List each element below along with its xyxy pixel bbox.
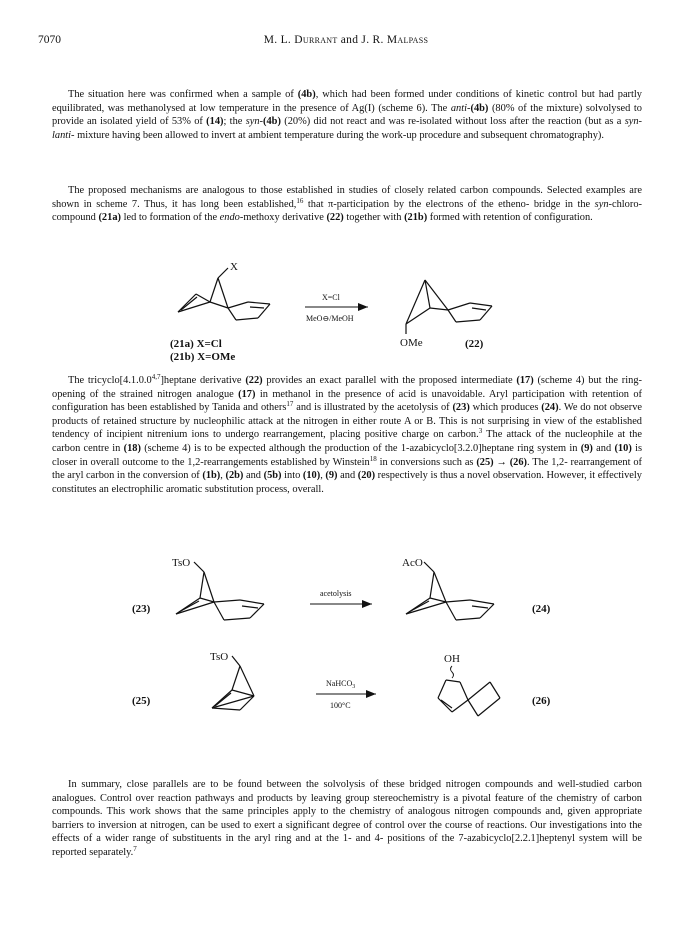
structure-25 [212, 656, 254, 710]
paragraph-3: The tricyclo[4.1.0.0$^{4,7}$]heptane derivative (22) provides an exact parallel with the proposed intermediate (17) (scheme 4) but the ring-opening of the strained nitrogen analogue (17) in methanol in the presence of acid is unavoidable. Aryl participation with retention of configuration has been established by Tanida and others$^{17}$ and is illustrated by the acetolysis of (23) which produces (24). We do not observe products of retained structure by nucleophilic attack at the nitrogen in either route A or B. This is not surprising in view of the established tendency of incipient nitrenium ions to undergo rearrangement, placing positive charge on carbon.$^3$ The attack of the nucleophile at the carbon centre in (18) (scheme 4) is to be expected although the production of the 1-azabicyclo[3.2.0]heptane ring system in (9) and (10) is closer in overall outcome to the 1,2-rearrangements established by Winstein$^{18}$ in conversions such as (25) → (26). The 1,2- rearrangement of the aryl carbon in the conversion of (1b), (2b) and (5b) into (10), (9) and (20) respectively is thus a novel observation. However, it effectively constitutes an electrophilic aromatic substitution process, overall. [52, 373, 643, 495]
structure-21 [178, 268, 270, 320]
reagent-sodium-bicarbonate: NaHCO$_3$ [326, 679, 356, 690]
tso-label-25: TsO [210, 651, 229, 663]
compound-label-24: (24) [532, 603, 551, 615]
arrowhead-2 [362, 600, 372, 608]
structure-24 [406, 562, 494, 620]
scheme-7 [0, 250, 692, 370]
reagent-x-cl: X=Cl [322, 293, 340, 302]
arrowhead-1 [358, 303, 368, 311]
tso-label-23: TsO [172, 557, 191, 569]
compound-label-23: (23) [132, 603, 151, 615]
running-title: M. L. Durrant and J. R. Malpass [263, 34, 429, 46]
paragraph-1: The situation here was confirmed when a sample of (4b), which had been formed under conditions of kinetic control but had partly equilibrated, was methanolysed at low temperature in the presence of Ag(I) (scheme 6). The anti-(4b) (80% of the mixture) solvolysed to provide an isolated yield of 53% of (14); the syn-(4b) (20%) did not react and was re-isolated without loss after the reaction (but as a syn-lanti- mixture having been allowed to invert at ambient temperature during the work-up procedure and subsequent chromatography). [52, 89, 643, 141]
page-number: 7070 [38, 34, 61, 46]
compound-label-26: (26) [532, 695, 551, 707]
reagent-methoxide: MeO⊖/MeOH [306, 314, 354, 323]
reagent-temperature: 100°C [330, 701, 351, 710]
compound-label-21b: (21b) X=OMe [170, 351, 236, 363]
structure-26 [438, 666, 500, 716]
compound-label-25: (25) [132, 695, 151, 707]
arrowhead-3 [366, 690, 376, 698]
compound-label-21a: (21a) X=Cl [170, 338, 222, 350]
ome-label: OMe [400, 337, 423, 349]
compound-label-22: (22) [465, 338, 484, 350]
oh-label: OH [444, 653, 460, 665]
x-substituent-label: X [230, 261, 238, 273]
aco-label: AcO [402, 557, 423, 569]
paragraph-4: In summary, close parallels are to be found between the solvolysis of these bridged nitrogen compounds and well-studied carbon analogues. Control over reaction pathways and products by leaving group stereochemistry is a pivotal feature of the chemistry of carbon compounds. This work shows that the same principles apply to the chemistry of analogous nitrogen compounds and, given appropriate barriers to inversion at nitrogen, can be used to exert a significant degree of control over the course of reactions. Our investigations into the effects of a wider range of substituents in the aryl ring and at the 1- and 4- positions of the 7-azabicyclo[2.2.1]heptenyl system will be reported separately.$^7$ [52, 779, 642, 858]
paragraph-2: The proposed mechanisms are analogous to those established in studies of closely related carbon compounds. Selected examples are shown in scheme 7. Thus, it has long been established,$^{16}$ that π-participation by the electrons of the etheno- bridge in the syn-chloro- compound (21a) led to formation of the endo-methoxy derivative (22) together with (21b) formed with retention of configuration. [52, 185, 642, 224]
structure-22 [406, 280, 492, 334]
reagent-acetolysis: acetolysis [320, 589, 352, 598]
scheme-8 [0, 540, 692, 730]
structure-23 [176, 562, 264, 620]
